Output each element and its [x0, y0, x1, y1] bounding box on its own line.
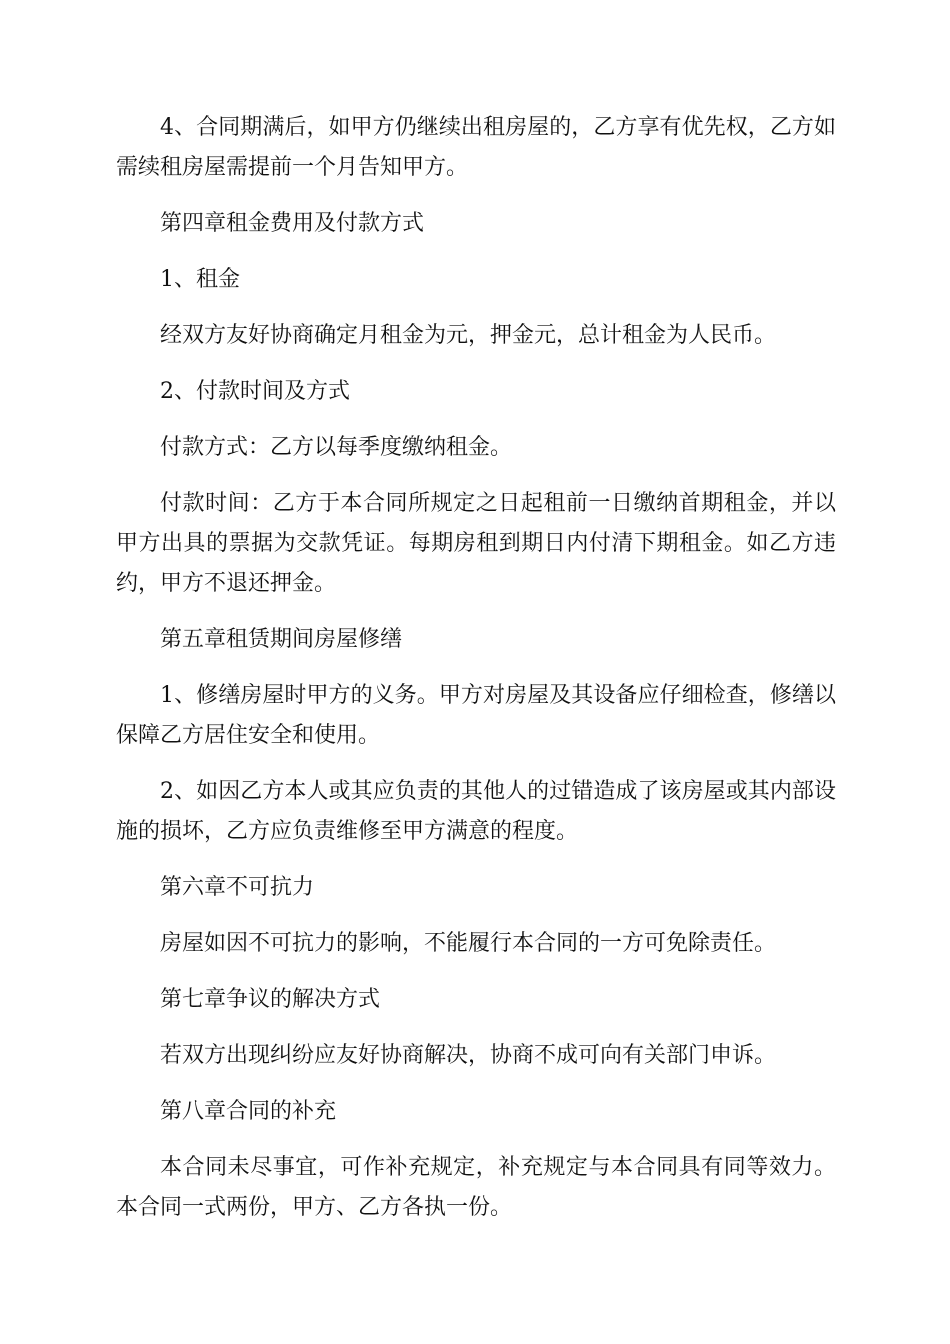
chapter-8-heading: 第八章合同的补充 — [160, 1099, 337, 1124]
clause-payment-method: 付款方式：乙方以每季度缴纳租金。 — [160, 435, 513, 460]
chapter-5-heading: 第五章租赁期间房屋修缮 — [160, 627, 403, 652]
clause-dispute-resolution: 若双方出现纠纷应友好协商解决，协商不成可向有关部门申诉。 — [160, 1043, 777, 1068]
chapter-4-heading: 第四章租金费用及付款方式 — [160, 211, 425, 236]
clause-force-majeure: 房屋如因不可抗力的影响，不能履行本合同的一方可免除责任。 — [160, 931, 777, 956]
clause-payment-time: 付款时间：乙方于本合同所规定之日起租前一日缴纳首期租金，并以甲方出具的票据为交款凭证。每期房租到期日内付清下期租金。如乙方违约，甲方不退还押金。 — [116, 491, 836, 596]
chapter-7-heading: 第七章争议的解决方式 — [160, 987, 381, 1012]
section-payment-heading: 2、付款时间及方式 — [160, 379, 350, 404]
clause-rent-amount: 经双方友好协商确定月租金为元，押金元，总计租金为人民币。 — [160, 323, 777, 348]
clause-repair-obligation: 1、修缮房屋时甲方的义务。甲方对房屋及其设备应仔细检查，修缮以保障乙方居住安全和使用。 — [116, 683, 836, 748]
chapter-6-heading: 第六章不可抗力 — [160, 875, 315, 900]
clause-damage-liability: 2、如因乙方本人或其应负责的其他人的过错造成了该房屋或其内部设施的损坏，乙方应负责维修至甲方满意的程度。 — [116, 779, 836, 844]
clause-renewal-priority: 4、合同期满后，如甲方仍继续出租房屋的，乙方享有优先权，乙方如需续租房屋需提前一个月告知甲方。 — [116, 115, 836, 180]
clause-supplement: 本合同未尽事宜，可作补充规定，补充规定与本合同具有同等效力。本合同一式两份，甲方、乙方各执一份。 — [116, 1155, 836, 1220]
document-body — [116, 108, 836, 1228]
section-rent-heading: 1、租金 — [160, 267, 240, 292]
